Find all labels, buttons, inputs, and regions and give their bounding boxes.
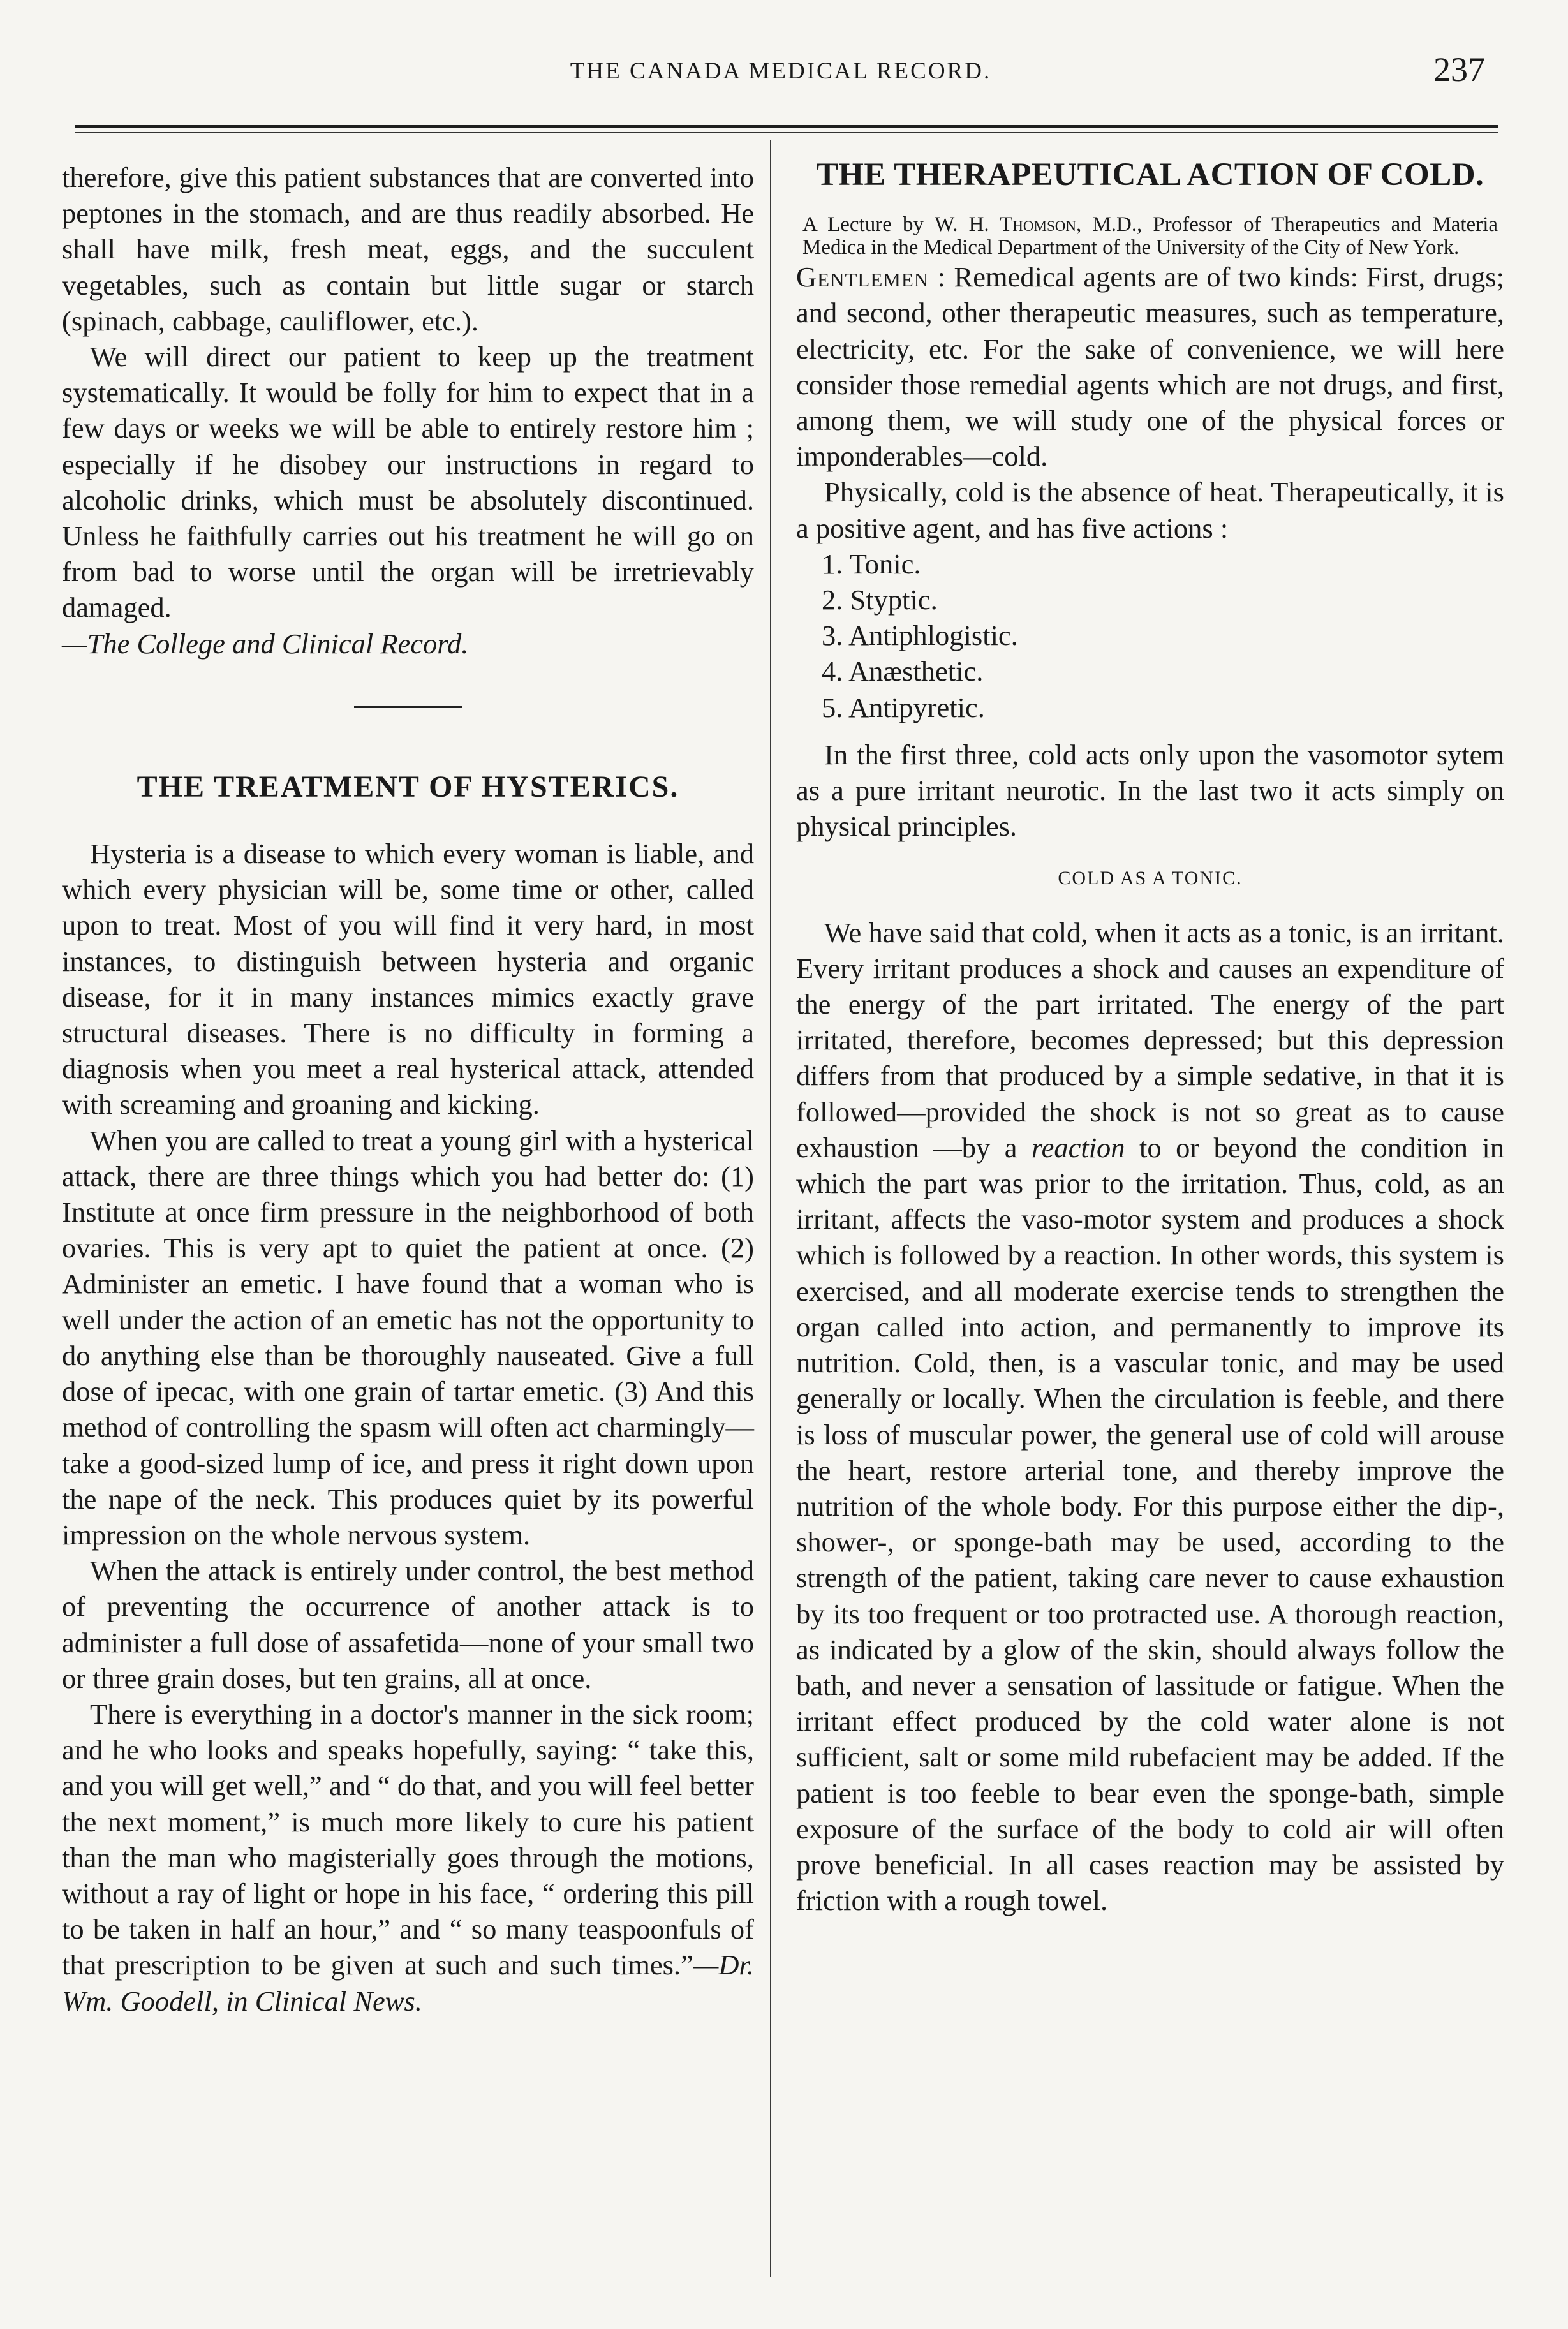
byline-affiliation: M.D., Professor of Therapeutics and Materia Medica in the Medical Department of the University of the City of New York. [802, 213, 1498, 260]
left-column [62, 159, 754, 2019]
actions-list [796, 546, 1504, 737]
intro-text: Remedical agents are of two kinds: First, drugs; and second, other therapeutic measures, such as temperature, electricity, etc. For the sake of convenience, we will here consider those remedial agents which are not drugs, and first, among them, we will study one of the physical forces or imponderables—cold. [796, 261, 1504, 473]
continued-paragraph: We will direct our patient to keep up the treatment systematically. It would be folly for him to expect that in a few days or weeks we will be able to entirely restore him ; especially if he disobey our instructions in regard to alcoholic drinks, which must be absolutely discontinued. Unless he faithfully carries out his treatment he will go on from bad to worse until the organ will be irretrievably damaged. [62, 341, 754, 624]
list-item: 4. Anæsthetic. [822, 655, 984, 688]
page-number: 237 [1433, 50, 1485, 89]
article-paragraph: When you are called to treat a young girl with a hysterical attack, there are three things which you had better do: (1) Institute at once firm pressure in the neighborhood of both ovaries. This is very apt to quiet the patient at once. (2) Administer an emetic. I have found that a woman who is well under the action of an emetic has not the opportunity to do anything else than be thoroughly nauseated. Give a full dose of ipecac, with one grain of tartar emetic. (3) And this method of controlling the spasm will often act charmingly—take a good-sized lump of ice, and press it right down upon the nape of the neck. This produces quiet by its powerful impression on the whole nervous system. [62, 1124, 754, 1551]
tonic-paragraph [796, 915, 1504, 1919]
subheading-cold-as-tonic: COLD AS A TONIC. [1058, 868, 1243, 889]
tonic-text-italic: reaction [1031, 1131, 1125, 1164]
byline-author: W. H. Thomson, [935, 213, 1082, 237]
byline-prefix: A Lecture by [802, 213, 924, 237]
running-head [77, 50, 1485, 94]
salutation: Gentlemen : [796, 261, 947, 293]
right-column [796, 159, 1504, 1918]
article-paragraph-text: There is everything in a doctor's manner in the sick room; and he who looks and speaks hopefully, saying: “ take this, and you will get well,” and “ do that, and you will feel better the next moment,” is much more likely to cure his patient than the man who magisterially goes through the motions, without a ray of light or hope in his face, “ ordering this pill to be taken in half an hour,” and “ so many teaspoonfuls of that prescription to be given at such and such times.” [62, 1697, 754, 1981]
byline [796, 213, 1504, 259]
article-paragraph: When the attack is entirely under control, the best method of preventing the occurrence of another attack is to administer a full dose of assafetida—none of your small two or three grain doses, but ten grains, all at once. [62, 1555, 754, 1694]
column-divider [770, 140, 771, 2277]
continued-source: —The College and Clinical Record. [62, 627, 469, 660]
section-divider [354, 706, 462, 708]
header-rule [75, 125, 1498, 133]
tonic-text-b: to or beyond the condition in which the part was prior to the irritation. Thus, cold, as an irritant, affects the vaso-motor system and produces a shock which is followed by a reaction. In other words, this system is exercised, and all moderate exercise tends to strengthen the organ called into action, and permanently to improve its nutrition. Cold, then, is a vascular tonic, and may be used generally or locally. When the circulation is feeble, and there is loss of muscular power, the general use of cold will arouse the heart, restore arterial tone, and thereby improve the nutrition of the whole body. For this purpose either the dip-, shower-, or sponge-bath may be used, according to the strength of the patient, taking care never to cause exhaustion by its too frequent or too protracted use. A thorough reaction, as indicated by a glow of the skin, should always follow the bath, and never a sensation of lassitude or fatigue. When the irritant effect produced by the cold water alone is not sufficient, salt or some mild rubefacient may be added. If the patient is too feeble to bear even the sponge-bath, simple exposure of the surface of the body to cold air will often prove beneficial. In all cases reaction may be assisted by friction with a rough towel. [796, 1131, 1505, 1917]
list-item: 5. Antipyretic. [822, 691, 985, 723]
actions-note: In the first three, cold acts only upon the vasomotor sytem as a pure irritant neurotic. In the last two it acts simply on physical principles. [796, 738, 1504, 843]
article-title-hysterics: THE TREATMENT OF HYSTERICS. [137, 769, 679, 804]
article-paragraph [62, 1696, 754, 2019]
article-paragraph: Hysteria is a disease to which every woman is liable, and which every physician will be, some time or other, called upon to treat. Most of you will find it very hard, in most instances, to distinguish between hysteria and organic disease, for it in many instances mimics exactly grave structural diseases. There is no difficulty in forming a diagnosis when you meet a real hysterical attack, attended with screaming and groaning and kicking. [62, 838, 754, 1121]
continued-paragraph: therefore, give this patient substances that are converted into peptones in the stomach, and are thus readily absorbed. He shall have milk, fresh meat, eggs, and the succulent vegetables, such as contain but little sugar or starch (spinach, cabbage, cauliflower, etc.). [62, 161, 754, 337]
article-title-cold: THE THERAPEUTICAL ACTION OF COLD. [816, 157, 1484, 193]
running-title: THE CANADA MEDICAL RECORD. [570, 58, 992, 84]
list-item: 1. Tonic. [822, 547, 921, 580]
list-item: 3. Antiphlogistic. [822, 619, 1018, 652]
actions-intro: Physically, cold is the absence of heat. Therapeutically, it is a positive agent, and has five actions : [796, 476, 1504, 544]
tonic-text-a: We have said that cold, when it acts as a tonic, is an irritant. Every irritant produces a shock and causes an expenditure of the energy of the part irritated. The energy of the part irritated, therefore, becomes depressed; but this depression differs from that produced by a simple sedative, in that it is followed—provided the shock is not so great as to cause exhaustion —by a [796, 916, 1504, 1164]
intro-paragraph [796, 259, 1504, 474]
article-source: —Dr. Wm. Goodell, in Clinical News. [62, 1949, 754, 2017]
list-item: 2. Styptic. [822, 584, 938, 616]
